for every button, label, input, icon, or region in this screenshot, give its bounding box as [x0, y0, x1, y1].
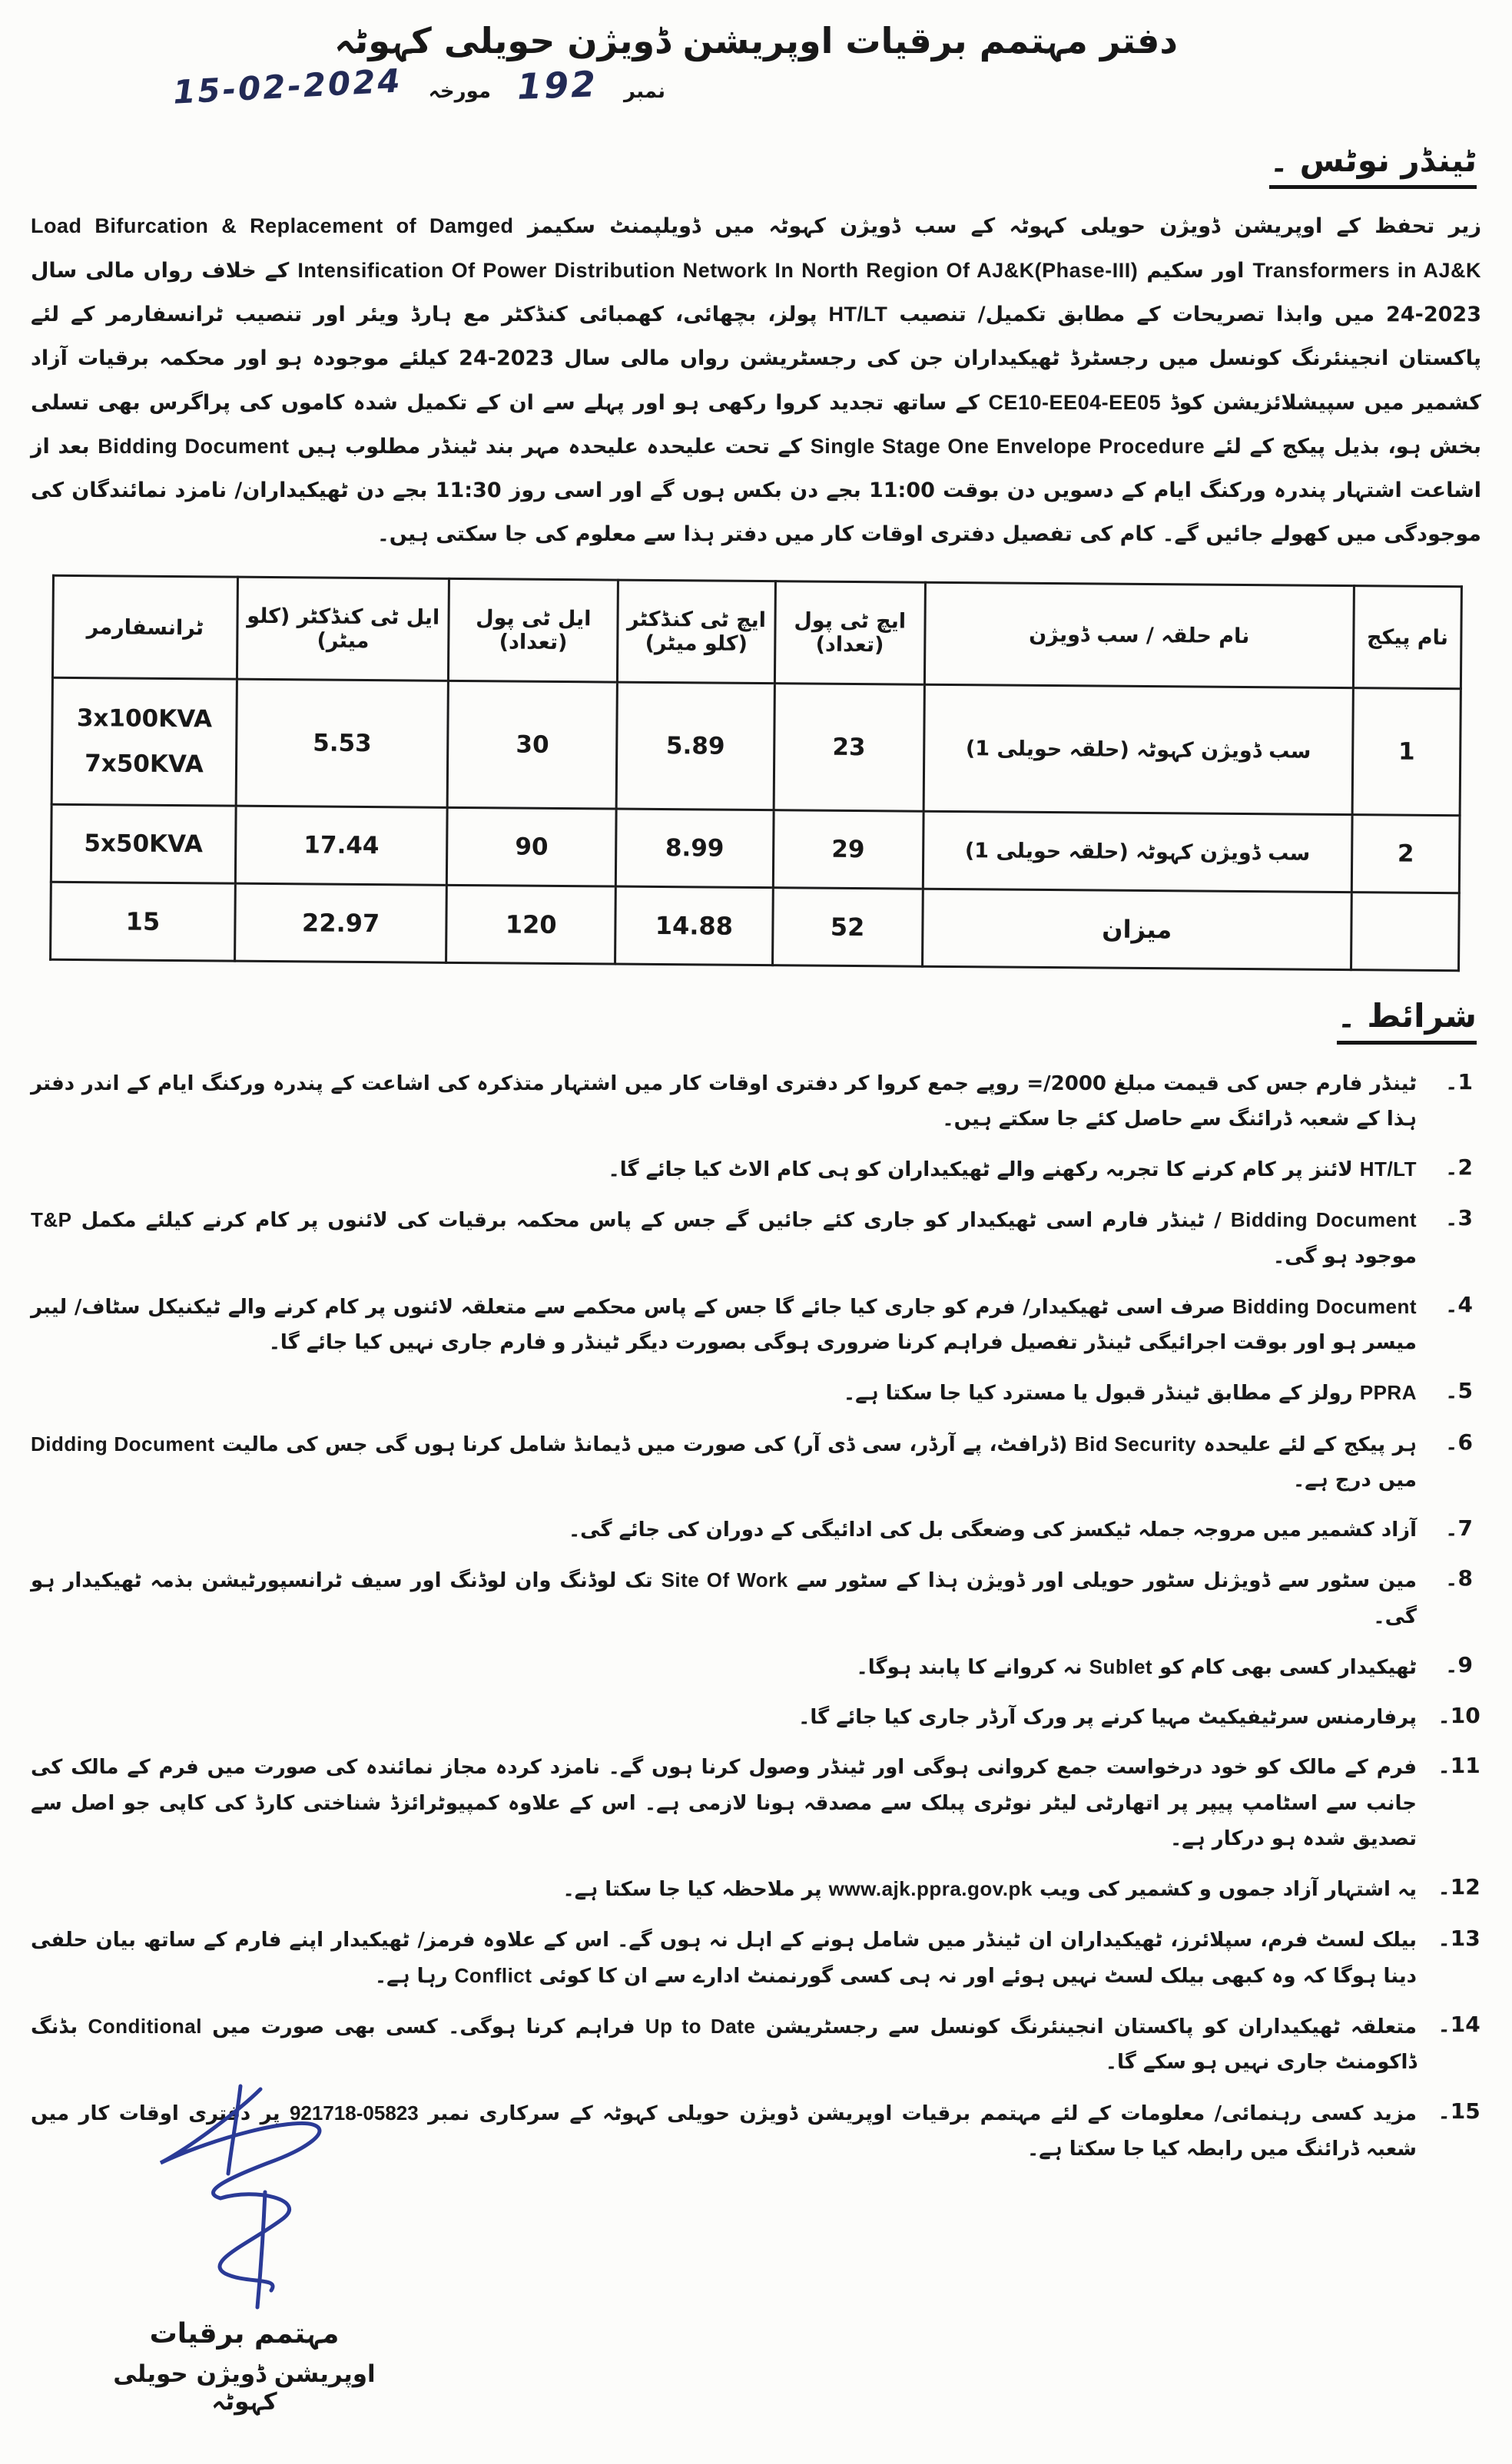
header-transformer: ٹرانسفارمر: [52, 575, 237, 679]
condition-text: یہ اشتہار آزاد جموں و کشمیر کی ویب www.ajk.ppra.gov.pk پر ملاحظہ کیا جا سکتا ہے۔: [562, 1877, 1417, 1902]
condition-item-8: [31, 1562, 1481, 1634]
condition-item-2: [31, 1151, 1481, 1187]
handwritten-letter-number: 192: [516, 63, 598, 108]
cell-ht-conductor: 5.89: [616, 682, 774, 810]
cell-package-no: 1: [1352, 687, 1461, 815]
cell-total-ht-conductor: 14.88: [615, 886, 774, 965]
cell-transformer: [51, 677, 237, 806]
condition-item-9: [31, 1649, 1481, 1685]
condition-item-1: [31, 1066, 1481, 1138]
header-lt-conductor: ایل ٹی کنڈکٹر (کلو میٹر): [237, 577, 449, 681]
condition-number: 4۔: [1445, 1291, 1473, 1317]
condition-item-6: [31, 1426, 1481, 1499]
header-ht-pole: ایچ ٹی پول (تعداد): [774, 581, 925, 684]
terms-heading: شرائط ۔: [1337, 997, 1477, 1045]
condition-number: 2۔: [1445, 1154, 1473, 1181]
condition-text: Bidding Document صرف اسی ٹھیکیدار/ فرم کو جاری کیا جائے گا جس کے پاس محکمے سے متعلقہ لائنوں پر کام کرنے والے ٹیکنیکل سٹاف/ لیبر میسر ہو اور بوقت اجرائیگی ٹینڈر تفصیل فراہم کرنا ضروری ہوگی بصورت دیگر ٹینڈر و فارم جاری نہیں کیا جائے گا۔: [31, 1294, 1417, 1355]
conditions-list: [31, 1066, 1481, 2168]
cell-total-lt-pole: 120: [446, 885, 615, 964]
cell-lt-conductor: 5.53: [236, 679, 449, 807]
cell-ht-pole: 29: [773, 810, 923, 889]
cell-subdivision: سب ڈویژن کہوٹہ (حلقہ حویلی 1): [923, 684, 1354, 814]
office-title: دفتر مہتمم برقیات اوپریشن ڈویژن حویلی کہوٹہ: [334, 20, 1178, 61]
tender-intro-paragraph: زیر تحفظ کے اوپریشن ڈویژن حویلی کہوٹہ کے سب ڈویژن کہوٹہ میں ڈویلپمنٹ سکیمز Load Bifurcation & Replacement of Damged Transformers in AJ&K اور سکیم Intensification Of Power Distribution Network In North Region Of AJ&K(Phase-III) کے خلاف رواں مالی سال 2023-24 میں وابذا تصریحات کے مطابق تکمیل/ تنصیب HT/LT پولز، بچھائی، کھمبائی کنڈکٹر مع ہارڈ ویئر اور تنصیب ٹرانسفارمر کے لئے پاکستان انجینئرنگ کونسل میں رجسٹرڈ ٹھیکیداران جن کی رجسٹریشن رواں مالی سال 2023-24 کیلئے موجودہ ہو اور محکمہ برقیات آزاد کشمیر میں سپیشلائزیشن کوڈ CE10-EE04-EE05 کے ساتھ تجدید کروا رکھی ہو اور پہلے سے ان کے تکمیل شدہ کاموں کی پراگرس بھی تسلی بخش ہو، بذیل پیکج کے لئے Single Stage One Envelope Procedure کے تحت علیحدہ علیحدہ مہر بند ٹینڈر مطلوب ہیں Bidding Document بعد از اشاعت اشتہار پندرہ ورکنگ ایام کے دسویں دن بوقت 11:00 بجے دن بکس ہوں گے اور اسی روز 11:30 بجے دن ٹھیکیداران/ نامزد نمائندگان کی موجودگی میں کھولے جائیں گے۔ کام کی تفصیل دفتری اوقات کار میں دفتر ہذا سے معلوم کی جا سکتی ہیں۔: [31, 214, 1482, 546]
condition-text: ہر پیکج کے لئے علیحدہ Bid Security (ڈرافٹ، پے آرڈر، سی ڈی آر) کی صورت میں ڈیمانڈ شامل کرنا ہوں گی جس کی مالیت Didding Document میں درج ہے۔: [31, 1432, 1418, 1492]
condition-number: 3۔: [1445, 1205, 1473, 1231]
condition-number: 9۔: [1445, 1651, 1473, 1677]
condition-item-5: [31, 1375, 1481, 1411]
condition-text: متعلقہ ٹھیکیداران کو پاکستان انجینئرنگ کونسل سے رجسٹریشن Up to Date فراہم کرنا ہوگی۔ کسی بھی صورت میں Conditional بڈنگ ڈاکومنٹ جاری نہیں ہو سکے گا۔: [31, 2015, 1417, 2075]
cell-ht-conductor: 8.99: [615, 809, 774, 888]
condition-item-4: [31, 1289, 1481, 1361]
condition-number: 1۔: [1445, 1068, 1473, 1095]
condition-item-11: [31, 1750, 1481, 1856]
handwritten-date: 15-02-2024: [171, 61, 403, 111]
signature-scrawl-icon: [148, 2083, 340, 2313]
reference-line: [171, 61, 666, 111]
header-subdivision: نام حلقہ / سب ڈویژن: [924, 582, 1354, 687]
condition-number: 5۔: [1445, 1378, 1473, 1404]
cell-package-no: [1351, 892, 1460, 970]
number-label: نمبر: [624, 80, 666, 103]
transformer-line-2: 7x50KVA: [85, 749, 204, 778]
condition-text: فرم کے مالک کو خود درخواست جمع کروانی ہوگی اور ٹینڈر وصول کرنا ہوں گے۔ نامزد کردہ مجاز نمائندہ کی صورت میں فرم کے مالک کی جانب سے اسٹامپ پیپر پر اتھارٹی لیٹر نوٹری پبلک سے مصدقہ ہونا لازمی ہے۔ اس کے علاوہ کمپیوٹرائزڈ شناختی کارڈ کی کاپی جو اصل سے تصدیق شدہ ہو درکار ہے۔: [31, 1756, 1417, 1851]
tender-notice-heading: ٹینڈر نوٹس ۔: [1269, 141, 1477, 189]
condition-number: 7۔: [1445, 1515, 1473, 1542]
table-row-package-2: [51, 804, 1460, 893]
cell-lt-pole: 90: [447, 807, 616, 886]
cell-lt-conductor: 17.44: [235, 806, 447, 885]
condition-text: Bidding Document / ٹینڈر فارم اسی ٹھیکیدار کو جاری کئے جائیں گے جس کے پاس محکمہ برقیات کی لائنوں پر کام کرنے کیلئے مکمل T&P موجود ہو گی۔: [31, 1208, 1418, 1268]
condition-item-12: [31, 1871, 1481, 1907]
transformer-line-1: 3x100KVA: [76, 704, 213, 734]
date-label: مورخہ: [428, 80, 491, 103]
signatory-title: مہتمم برقیات: [149, 2318, 340, 2350]
condition-text: PPRA رولز کے مطابق ٹینڈر قبول یا مسترد کیا جا سکتا ہے۔: [843, 1381, 1417, 1406]
condition-number: 12۔: [1437, 1874, 1480, 1900]
cell-total-transformer: 15: [51, 882, 236, 961]
condition-item-13: [31, 1923, 1481, 1995]
cell-total-label: میزان: [922, 889, 1351, 969]
tender-packages-table: [49, 574, 1463, 971]
condition-text: بیلک لسٹ فرم، سپلائرز، ٹھیکیداران ان ٹینڈر میں شامل ہونے کے اہل نہ ہوں گے۔ اس کے علاوہ فرمز/ ٹھیکیدار اپنے فارم کے ساتھ بیان حلفی دینا ہوگا کہ وہ کبھی بیلک لسٹ نہیں ہوئے اور نہ ہی کسی گورنمنٹ ادارے سے ان کا کوئی Conflict رہا ہے۔: [31, 1928, 1417, 1988]
condition-text: ٹھیکیدار کسی بھی کام کو Sublet نہ کروانے کا پابند ہوگا۔: [856, 1654, 1417, 1679]
cell-ht-pole: 23: [774, 683, 924, 811]
condition-number: 10۔: [1437, 1703, 1480, 1729]
table-total-row: [51, 882, 1460, 970]
header-ht-conductor: ایچ ٹی کنڈکٹر (کلو میٹر): [618, 580, 776, 684]
condition-number: 15۔: [1437, 2098, 1480, 2124]
condition-text: پرفارمنس سرٹیفیکیٹ مہیا کرنے پر ورک آرڈر جاری کیا جائے گا۔: [798, 1706, 1417, 1730]
table-row-package-1: [51, 677, 1461, 815]
cell-lt-pole: 30: [448, 681, 618, 809]
condition-number: 6۔: [1445, 1429, 1473, 1455]
header-lt-pole: ایل ٹی پول (تعداد): [449, 578, 618, 682]
cell-subdivision: سب ڈویژن کہوٹہ (حلقہ حویلی 1): [923, 811, 1352, 892]
table-header-row: [52, 575, 1461, 688]
signatory-office: اوپریشن ڈویژن حویلی کہوٹہ: [113, 2360, 376, 2416]
condition-item-7: [31, 1512, 1481, 1548]
condition-number: 14۔: [1437, 2012, 1480, 2038]
cell-total-ht-pole: 52: [772, 887, 923, 966]
condition-text: مزید کسی رہنمائی/ معلومات کے لئے مہتمم برقیات اوپریشن ڈویژن حویلی کہوٹہ کے سرکاری نمبر 05823-921718 پر دفتری اوقات کار میں شعبہ ڈرائنگ میں رابطہ کیا جا سکتا ہے۔: [31, 2101, 1417, 2161]
cell-total-lt-conductor: 22.97: [234, 883, 446, 962]
condition-item-14: [31, 2009, 1481, 2081]
condition-text: HT/LT لائنز پر کام کرنے کا تجربہ رکھنے والے ٹھیکیداران کو ہی کام الاٹ کیا جائے گا۔: [608, 1157, 1417, 1182]
header-package-no: نام پیکج: [1354, 585, 1462, 688]
condition-item-10: [31, 1700, 1481, 1735]
condition-text: ٹینڈر فارم جس کی قیمت مبلغ 2000/= روپے جمع کروا کر دفتری اوقات کار میں اشتہار متذکرہ کی اشاعت کے پندرہ ورکنگ ایام کے اندر دفتر ہذا کے شعبہ ڈرائنگ سے حاصل کئے جا سکتے ہیں۔: [31, 1071, 1417, 1131]
condition-number: 8۔: [1445, 1565, 1473, 1591]
condition-number: 11۔: [1437, 1753, 1480, 1779]
condition-text: مین سٹور سے ڈویژنل سٹور حویلی اور ڈویژن ہذا کے سٹور سے Site Of Work تک لوڈنگ وان لوڈنگ اور سیف ٹرانسپورٹیشن بذمہ ٹھیکیدار ہو گی۔: [31, 1568, 1417, 1628]
condition-number: 13۔: [1437, 1925, 1480, 1951]
condition-text: آزاد کشمیر میں مروجہ جملہ ٹیکسز کی وضعگی بل کی ادائیگی کے دوران کی جائے گی۔: [568, 1518, 1417, 1542]
signature-block: [91, 2083, 398, 2416]
cell-transformer: 5x50KVA: [51, 804, 236, 883]
cell-package-no: 2: [1352, 814, 1461, 893]
condition-item-3: [31, 1202, 1481, 1274]
